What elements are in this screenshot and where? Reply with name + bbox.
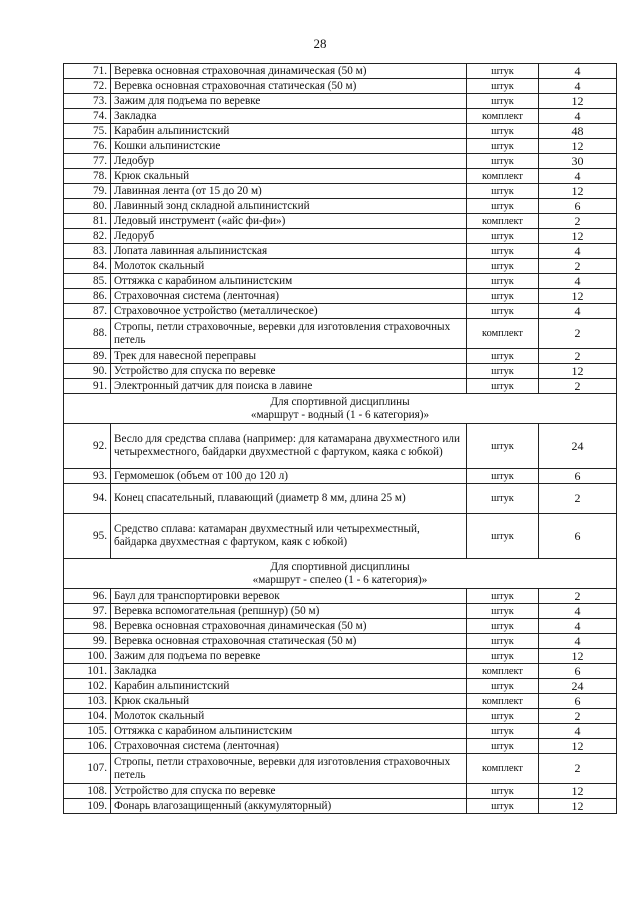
item-number-cell: 97. xyxy=(64,604,111,619)
item-number-cell: 109. xyxy=(64,799,111,814)
item-unit-cell: штук xyxy=(467,634,539,649)
item-name-cell: Ледовый инструмент («айс фи-фи») xyxy=(111,214,467,229)
item-number-cell: 91. xyxy=(64,379,111,394)
item-quantity-cell: 12 xyxy=(539,739,617,754)
item-name-cell: Оттяжка с карабином альпинистским xyxy=(111,274,467,289)
item-unit-cell: штук xyxy=(467,79,539,94)
table-row xyxy=(64,274,617,289)
table-row xyxy=(64,349,617,364)
item-quantity-cell: 12 xyxy=(539,784,617,799)
item-unit-cell: штук xyxy=(467,469,539,484)
item-quantity-cell: 2 xyxy=(539,214,617,229)
item-quantity-cell: 4 xyxy=(539,109,617,124)
table-row xyxy=(64,214,617,229)
item-name-cell: Зажим для подъема по веревке xyxy=(111,94,467,109)
item-number-cell: 72. xyxy=(64,79,111,94)
table-row xyxy=(64,184,617,199)
table-row xyxy=(64,484,617,514)
table-row xyxy=(64,94,617,109)
item-name-cell: Лопата лавинная альпинистская xyxy=(111,244,467,259)
item-number-cell: 98. xyxy=(64,619,111,634)
item-unit-cell: комплект xyxy=(467,169,539,184)
table-row xyxy=(64,619,617,634)
item-name-cell: Кошки альпинистские xyxy=(111,139,467,154)
section-heading-line2: «маршрут - спелео (1 - 6 категория)» xyxy=(252,573,428,586)
item-name-cell: Устройство для спуска по веревке xyxy=(111,784,467,799)
item-quantity-cell: 4 xyxy=(539,64,617,79)
item-quantity-cell: 6 xyxy=(539,694,617,709)
item-name-cell: Молоток скальный xyxy=(111,259,467,274)
table-row xyxy=(64,199,617,214)
item-number-cell: 94. xyxy=(64,484,111,514)
item-number-cell: 101. xyxy=(64,664,111,679)
item-unit-cell: штук xyxy=(467,124,539,139)
item-name-cell: Закладка xyxy=(111,109,467,124)
table-row xyxy=(64,139,617,154)
item-unit-cell: штук xyxy=(467,589,539,604)
table-row xyxy=(64,169,617,184)
item-name-cell: Крюк скальный xyxy=(111,169,467,184)
item-unit-cell: штук xyxy=(467,784,539,799)
table-row xyxy=(64,304,617,319)
section-header-row xyxy=(64,559,617,589)
item-name-cell: Гермомешок (объем от 100 до 120 л) xyxy=(111,469,467,484)
item-name-cell: Лавинная лента (от 15 до 20 м) xyxy=(111,184,467,199)
item-name-cell: Страховочная система (ленточная) xyxy=(111,289,467,304)
table-row xyxy=(64,259,617,274)
table-row xyxy=(64,469,617,484)
item-quantity-cell: 6 xyxy=(539,199,617,214)
item-number-cell: 83. xyxy=(64,244,111,259)
section-heading xyxy=(64,394,617,424)
item-unit-cell: штук xyxy=(467,379,539,394)
item-name-cell: Веревка основная страховочная динамическая (50 м) xyxy=(111,64,467,79)
item-quantity-cell: 12 xyxy=(539,799,617,814)
item-number-cell: 78. xyxy=(64,169,111,184)
item-unit-cell: штук xyxy=(467,139,539,154)
item-name-cell: Карабин альпинистский xyxy=(111,124,467,139)
item-unit-cell: штук xyxy=(467,799,539,814)
item-number-cell: 82. xyxy=(64,229,111,244)
table-row xyxy=(64,379,617,394)
item-name-cell: Стропы, петли страховочные, веревки для изготовления страховочных петель xyxy=(111,319,467,349)
item-name-cell: Конец спасательный, плавающий (диаметр 8 мм, длина 25 м) xyxy=(111,484,467,514)
item-number-cell: 96. xyxy=(64,589,111,604)
item-quantity-cell: 4 xyxy=(539,304,617,319)
table-row xyxy=(64,244,617,259)
table-row xyxy=(64,154,617,169)
item-unit-cell: штук xyxy=(467,679,539,694)
item-quantity-cell: 2 xyxy=(539,379,617,394)
item-unit-cell: штук xyxy=(467,709,539,724)
table-row xyxy=(64,634,617,649)
item-name-cell: Трек для навесной переправы xyxy=(111,349,467,364)
item-number-cell: 99. xyxy=(64,634,111,649)
item-unit-cell: штук xyxy=(467,364,539,379)
item-quantity-cell: 4 xyxy=(539,634,617,649)
item-number-cell: 106. xyxy=(64,739,111,754)
item-name-cell: Страховочная система (ленточная) xyxy=(111,739,467,754)
item-quantity-cell: 4 xyxy=(539,604,617,619)
table-row xyxy=(64,694,617,709)
item-name-cell: Зажим для подъема по веревке xyxy=(111,649,467,664)
item-quantity-cell: 6 xyxy=(539,664,617,679)
table-row xyxy=(64,364,617,379)
item-unit-cell: штук xyxy=(467,154,539,169)
item-quantity-cell: 24 xyxy=(539,679,617,694)
item-unit-cell: штук xyxy=(467,274,539,289)
item-unit-cell: комплект xyxy=(467,214,539,229)
item-unit-cell: штук xyxy=(467,619,539,634)
item-quantity-cell: 4 xyxy=(539,244,617,259)
item-name-cell: Веревка основная страховочная статическая (50 м) xyxy=(111,634,467,649)
item-unit-cell: комплект xyxy=(467,109,539,124)
item-quantity-cell: 12 xyxy=(539,94,617,109)
item-quantity-cell: 24 xyxy=(539,424,617,469)
item-unit-cell: комплект xyxy=(467,664,539,679)
equipment-table xyxy=(63,63,617,814)
item-quantity-cell: 2 xyxy=(539,259,617,274)
item-name-cell: Ледобур xyxy=(111,154,467,169)
item-unit-cell: штук xyxy=(467,304,539,319)
item-number-cell: 85. xyxy=(64,274,111,289)
item-unit-cell: штук xyxy=(467,184,539,199)
item-unit-cell: штук xyxy=(467,484,539,514)
item-unit-cell: штук xyxy=(467,64,539,79)
item-unit-cell: комплект xyxy=(467,694,539,709)
item-number-cell: 108. xyxy=(64,784,111,799)
item-number-cell: 71. xyxy=(64,64,111,79)
item-unit-cell: штук xyxy=(467,289,539,304)
section-heading-line1: Для спортивной дисциплины xyxy=(270,560,410,573)
item-name-cell: Крюк скальный xyxy=(111,694,467,709)
item-number-cell: 86. xyxy=(64,289,111,304)
item-quantity-cell: 2 xyxy=(539,349,617,364)
item-number-cell: 76. xyxy=(64,139,111,154)
item-unit-cell: штук xyxy=(467,514,539,559)
item-name-cell: Лавинный зонд складной альпинистский xyxy=(111,199,467,214)
item-number-cell: 103. xyxy=(64,694,111,709)
item-quantity-cell: 2 xyxy=(539,319,617,349)
item-unit-cell: штук xyxy=(467,604,539,619)
item-unit-cell: комплект xyxy=(467,754,539,784)
item-number-cell: 105. xyxy=(64,724,111,739)
item-quantity-cell: 12 xyxy=(539,364,617,379)
item-quantity-cell: 4 xyxy=(539,619,617,634)
item-name-cell: Ледоруб xyxy=(111,229,467,244)
table-row xyxy=(64,109,617,124)
item-name-cell: Стропы, петли страховочные, веревки для изготовления страховочных петель xyxy=(111,754,467,784)
item-quantity-cell: 2 xyxy=(539,754,617,784)
item-unit-cell: штук xyxy=(467,229,539,244)
item-number-cell: 104. xyxy=(64,709,111,724)
item-number-cell: 89. xyxy=(64,349,111,364)
item-quantity-cell: 2 xyxy=(539,484,617,514)
item-name-cell: Веревка основная страховочная статическая (50 м) xyxy=(111,79,467,94)
item-number-cell: 95. xyxy=(64,514,111,559)
table-row xyxy=(64,799,617,814)
table-row xyxy=(64,709,617,724)
table-row xyxy=(64,589,617,604)
item-quantity-cell: 12 xyxy=(539,184,617,199)
item-unit-cell: штук xyxy=(467,199,539,214)
item-number-cell: 73. xyxy=(64,94,111,109)
item-name-cell: Страховочное устройство (металлическое) xyxy=(111,304,467,319)
table-row xyxy=(64,604,617,619)
section-heading-line1: Для спортивной дисциплины xyxy=(270,395,410,408)
item-name-cell: Карабин альпинистский xyxy=(111,679,467,694)
item-number-cell: 80. xyxy=(64,199,111,214)
item-number-cell: 88. xyxy=(64,319,111,349)
table-row xyxy=(64,679,617,694)
item-name-cell: Закладка xyxy=(111,664,467,679)
item-unit-cell: штук xyxy=(467,724,539,739)
item-number-cell: 93. xyxy=(64,469,111,484)
table-row xyxy=(64,64,617,79)
item-quantity-cell: 2 xyxy=(539,709,617,724)
section-heading-line2: «маршрут - водный (1 - 6 категория)» xyxy=(250,408,430,421)
item-name-cell: Веревка основная страховочная динамическая (50 м) xyxy=(111,619,467,634)
item-unit-cell: штук xyxy=(467,424,539,469)
item-name-cell: Оттяжка с карабином альпинистским xyxy=(111,724,467,739)
item-unit-cell: штук xyxy=(467,349,539,364)
item-quantity-cell: 4 xyxy=(539,169,617,184)
item-unit-cell: штук xyxy=(467,244,539,259)
table-row xyxy=(64,649,617,664)
item-number-cell: 79. xyxy=(64,184,111,199)
table-row xyxy=(64,79,617,94)
item-name-cell: Средство сплава: катамаран двухместный или четырехместный, байдарка двухместная с фартуком, каяк с юбкой) xyxy=(111,514,467,559)
table-row xyxy=(64,319,617,349)
item-quantity-cell: 12 xyxy=(539,229,617,244)
item-name-cell: Устройство для спуска по веревке xyxy=(111,364,467,379)
section-heading xyxy=(64,559,617,589)
item-name-cell: Весло для средства сплава (например: для катамарана двухместного или четырехместного, байдарки двухместной с фартуком, каяка с юбкой) xyxy=(111,424,467,469)
item-name-cell: Баул для транспортировки веревок xyxy=(111,589,467,604)
item-number-cell: 75. xyxy=(64,124,111,139)
item-number-cell: 81. xyxy=(64,214,111,229)
table-row xyxy=(64,229,617,244)
table-row xyxy=(64,754,617,784)
item-name-cell: Электронный датчик для поиска в лавине xyxy=(111,379,467,394)
page-number: 28 xyxy=(313,36,327,51)
item-quantity-cell: 6 xyxy=(539,514,617,559)
item-unit-cell: штук xyxy=(467,259,539,274)
item-number-cell: 92. xyxy=(64,424,111,469)
item-number-cell: 87. xyxy=(64,304,111,319)
item-quantity-cell: 2 xyxy=(539,589,617,604)
item-quantity-cell: 4 xyxy=(539,274,617,289)
table-row xyxy=(64,784,617,799)
item-number-cell: 90. xyxy=(64,364,111,379)
item-quantity-cell: 12 xyxy=(539,649,617,664)
table-row xyxy=(64,739,617,754)
table-row xyxy=(64,724,617,739)
table-row xyxy=(64,664,617,679)
item-unit-cell: комплект xyxy=(467,319,539,349)
item-quantity-cell: 12 xyxy=(539,289,617,304)
table-row xyxy=(64,424,617,469)
table-row xyxy=(64,124,617,139)
item-quantity-cell: 12 xyxy=(539,139,617,154)
item-quantity-cell: 30 xyxy=(539,154,617,169)
item-unit-cell: штук xyxy=(467,649,539,664)
item-quantity-cell: 48 xyxy=(539,124,617,139)
item-quantity-cell: 4 xyxy=(539,79,617,94)
item-number-cell: 74. xyxy=(64,109,111,124)
item-number-cell: 100. xyxy=(64,649,111,664)
table-row xyxy=(64,289,617,304)
item-quantity-cell: 4 xyxy=(539,724,617,739)
item-name-cell: Фонарь влагозащищенный (аккумуляторный) xyxy=(111,799,467,814)
item-name-cell: Молоток скальный xyxy=(111,709,467,724)
table-row xyxy=(64,514,617,559)
section-header-row xyxy=(64,394,617,424)
item-unit-cell: штук xyxy=(467,739,539,754)
item-number-cell: 107. xyxy=(64,754,111,784)
item-quantity-cell: 6 xyxy=(539,469,617,484)
item-name-cell: Веревка вспомогательная (репшнур) (50 м) xyxy=(111,604,467,619)
item-unit-cell: штук xyxy=(467,94,539,109)
item-number-cell: 102. xyxy=(64,679,111,694)
item-number-cell: 84. xyxy=(64,259,111,274)
item-number-cell: 77. xyxy=(64,154,111,169)
